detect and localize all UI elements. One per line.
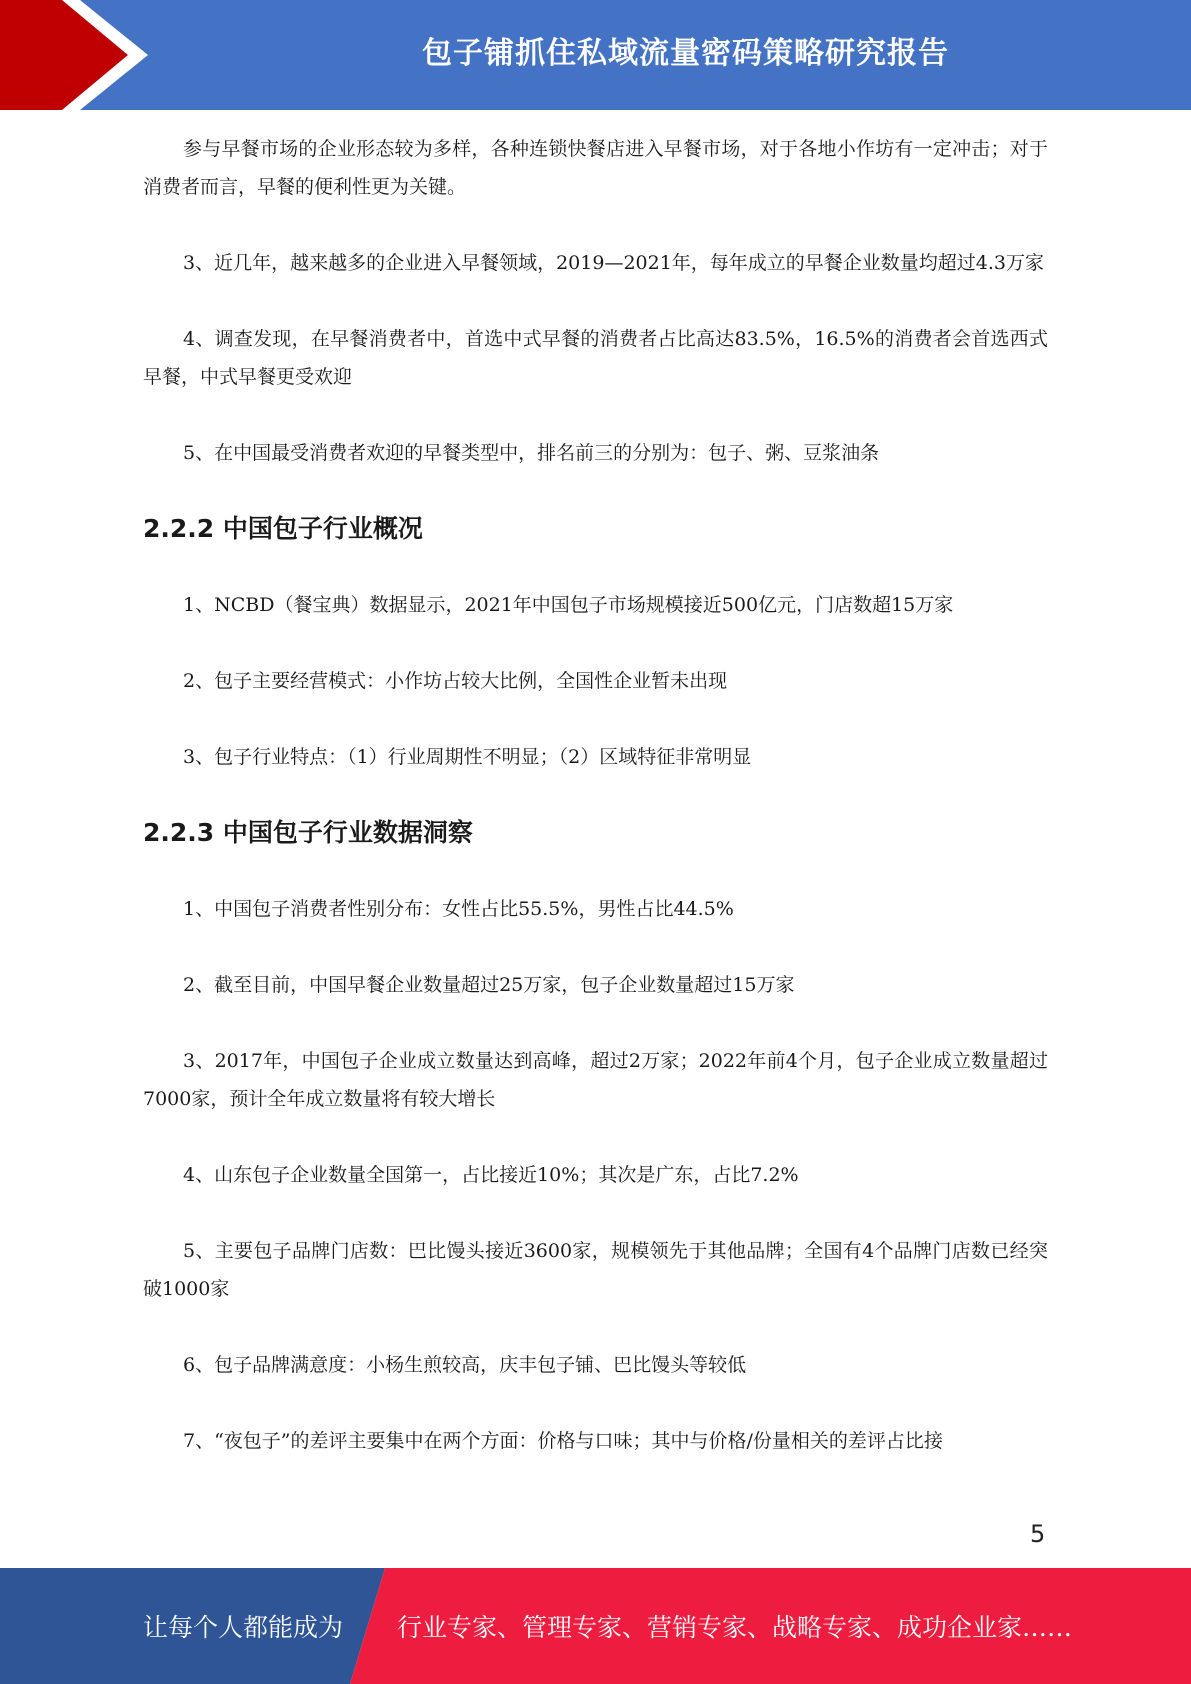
section-heading-insight: 2.2.3 中国包子行业数据洞察 <box>143 818 473 847</box>
overview-point: 3、包子行业特点：（1）行业周期性不明显；（2）区域特征非常明显 <box>183 746 752 768</box>
page-number: 5 <box>1030 1520 1046 1548</box>
page-footer <box>0 1568 1191 1684</box>
intro-paragraph: 参与早餐市场的企业形态较为多样，各种连锁快餐店进入早餐市场，对于各地小作坊有一定冲击；对于消费者而言，早餐的便利性更为关键。 <box>143 138 1048 198</box>
page-header <box>0 0 1191 110</box>
insight-point: 5、主要包子品牌门店数：巴比馒头接近3600家，规模领先于其他品牌；全国有4个品牌门店数已经突破1000家 <box>143 1240 1048 1300</box>
report-title: 包子铺抓住私域流量密码策略研究报告 <box>422 36 949 71</box>
insight-point: 6、包子品牌满意度：小杨生煎较高，庆丰包子铺、巴比馒头等较低 <box>183 1354 747 1376</box>
breakfast-point: 4、调查发现，在早餐消费者中，首选中式早餐的消费者占比高达83.5%，16.5%的消费者会首选西式早餐，中式早餐更受欢迎 <box>143 328 1048 388</box>
insight-point: 7、“夜包子”的差评主要集中在两个方面：价格与口味；其中与价格/份量相关的差评占比接 <box>183 1430 943 1452</box>
overview-point: 1、NCBD（餐宝典）数据显示，2021年中国包子市场规模接近500亿元，门店数超15万家 <box>183 594 954 616</box>
insight-point: 1、中国包子消费者性别分布：女性占比55.5%，男性占比44.5% <box>183 898 734 920</box>
insight-point: 4、山东包子企业数量全国第一，占比接近10%；其次是广东，占比7.2% <box>183 1164 799 1186</box>
breakfast-point: 5、在中国最受消费者欢迎的早餐类型中，排名前三的分别为：包子、粥、豆浆油条 <box>183 442 880 464</box>
insight-point: 2、截至目前，中国早餐企业数量超过25万家，包子企业数量超过15万家 <box>183 974 795 996</box>
overview-point: 2、包子主要经营模式：小作坊占较大比例，全国性企业暂未出现 <box>183 670 728 692</box>
footer-tagline: 行业专家、管理专家、营销专家、战略专家、成功企业家…… <box>397 1613 1073 1642</box>
page-content <box>143 130 1048 1460</box>
breakfast-point: 3、近几年，越来越多的企业进入早餐领域，2019—2021年，每年成立的早餐企业数量均超过4.3万家 <box>183 252 1045 274</box>
insight-point: 3、2017年，中国包子企业成立数量达到高峰，超过2万家；2022年前4个月，包子企业成立数量超过7000家，预计全年成立数量将有较大增长 <box>143 1050 1048 1110</box>
section-heading-overview: 2.2.2 中国包子行业概况 <box>143 514 423 543</box>
footer-slogan: 让每个人都能成为 <box>143 1613 344 1642</box>
